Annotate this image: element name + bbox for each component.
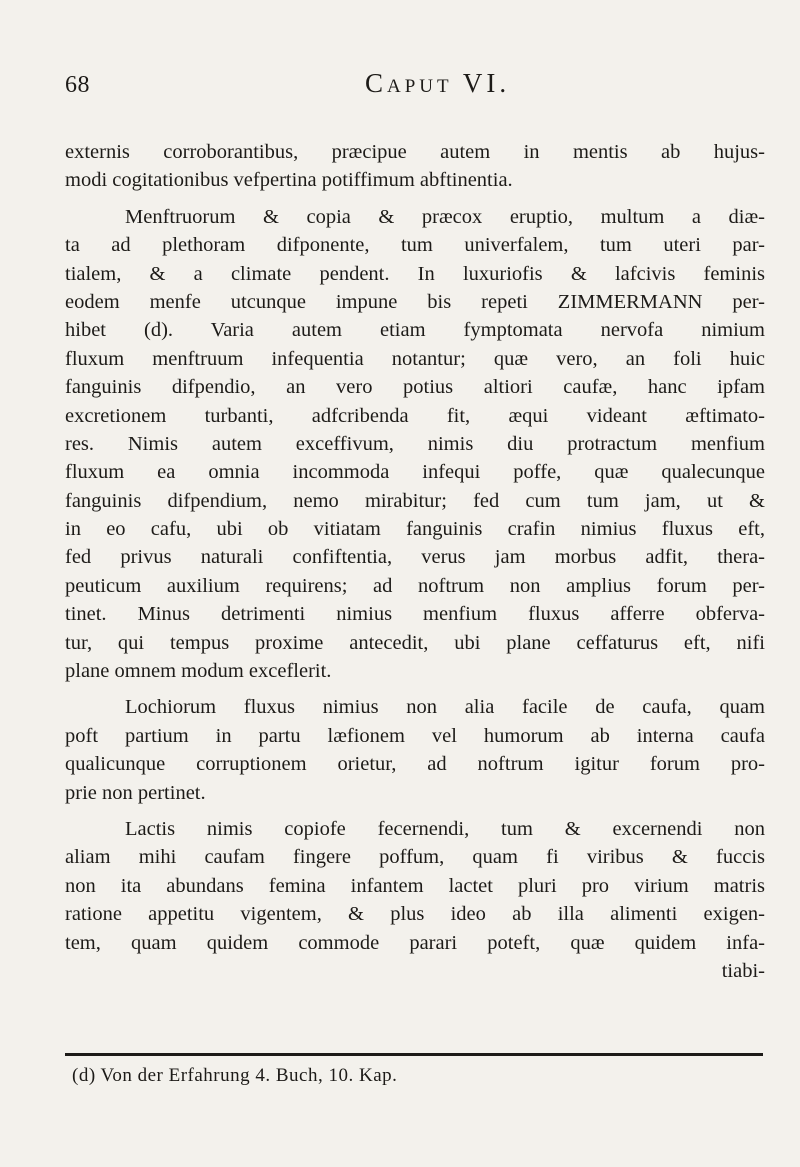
text-line: res. Nimis autem exceffivum, nimis diu protractum menfium bbox=[65, 432, 765, 455]
text-line: peuticum auxilium requirens; ad noftrum non amplius forum per- bbox=[65, 574, 765, 597]
footnote-rule bbox=[65, 1053, 763, 1056]
text-line: fed privus naturali confiftentia, verus jam morbus adfit, thera- bbox=[65, 546, 765, 569]
text-line: ratione appetitu vigentem, & plus ideo ab illa alimenti exigen- bbox=[65, 903, 765, 926]
text-line: poft partium in partu læfionem vel humorum ab interna caufa bbox=[65, 724, 765, 747]
text-line: fluxum menftruum infequentia notantur; quæ vero, an foli huic bbox=[65, 347, 765, 370]
paragraph-start-line: Menftruorum & copia & præcox eruptio, multum a diæ- bbox=[125, 205, 765, 228]
text-line: eodem menfe utcunque impune bis repeti ZIMMERMANN per- bbox=[65, 290, 765, 313]
page-number: 68 bbox=[65, 72, 90, 98]
footnote: (d) Von der Erfahrung 4. Buch, 10. Kap. bbox=[72, 1065, 398, 1086]
text-line: hibet (d). Varia autem etiam fymptomata nervofa nimium bbox=[65, 319, 765, 342]
text-line: tinet. Minus detrimenti nimius menfium fluxus afferre obferva- bbox=[65, 603, 765, 626]
text-line: ta ad plethoram difponente, tum univerfalem, tum uteri par- bbox=[65, 234, 765, 257]
text-line: fanguinis difpendium, nemo mirabitur; fed cum tum jam, ut & bbox=[65, 489, 765, 512]
paragraph-start-line: Lochiorum fluxus nimius non alia facile de caufa, quam bbox=[125, 696, 765, 719]
text-line: in eo cafu, ubi ob vitiatam fanguinis crafin nimius fluxus eft, bbox=[65, 518, 765, 541]
paragraph-start-line: Lactis nimis copiofe fecernendi, tum & excernendi non bbox=[125, 817, 765, 840]
text-line: fanguinis difpendio, an vero potius altiori caufæ, hanc ipfam bbox=[65, 376, 765, 399]
text-line: tialem, & a climate pendent. In luxuriofis & lafcivis feminis bbox=[65, 262, 765, 285]
text-line: qualicunque corruptionem orietur, ad noftrum igitur forum pro- bbox=[65, 753, 765, 776]
running-head: Caput VI. bbox=[365, 68, 511, 98]
text-line: fluxum ea omnia incommoda infequi poffe, quæ qualecunque bbox=[65, 461, 765, 484]
text-line: plane omnem modum exceflerit. bbox=[65, 660, 332, 683]
text-line: externis corroborantibus, præcipue autem in mentis ab hujus- bbox=[65, 141, 765, 163]
body-text bbox=[65, 138, 765, 985]
text-line: non ita abundans femina infantem lactet pluri pro virium matris bbox=[65, 874, 765, 897]
catchword-line: tiabi- bbox=[721, 959, 765, 982]
text-line: aliam mihi caufam fingere poffum, quam fi viribus & fuccis bbox=[65, 846, 765, 869]
text-line: tem, quam quidem commode parari poteft, quæ quidem infa- bbox=[65, 931, 765, 954]
text-line: excretionem turbanti, adfcribenda fit, æqui videant æftimato- bbox=[65, 404, 765, 427]
page-header bbox=[65, 68, 765, 112]
text-line: modi cogitationibus vefpertina potiffimum abftinentia. bbox=[65, 169, 513, 192]
text-line: tur, qui tempus proxime antecedit, ubi plane ceffaturus eft, nifi bbox=[65, 631, 765, 654]
text-line: prie non pertinet. bbox=[65, 781, 206, 804]
